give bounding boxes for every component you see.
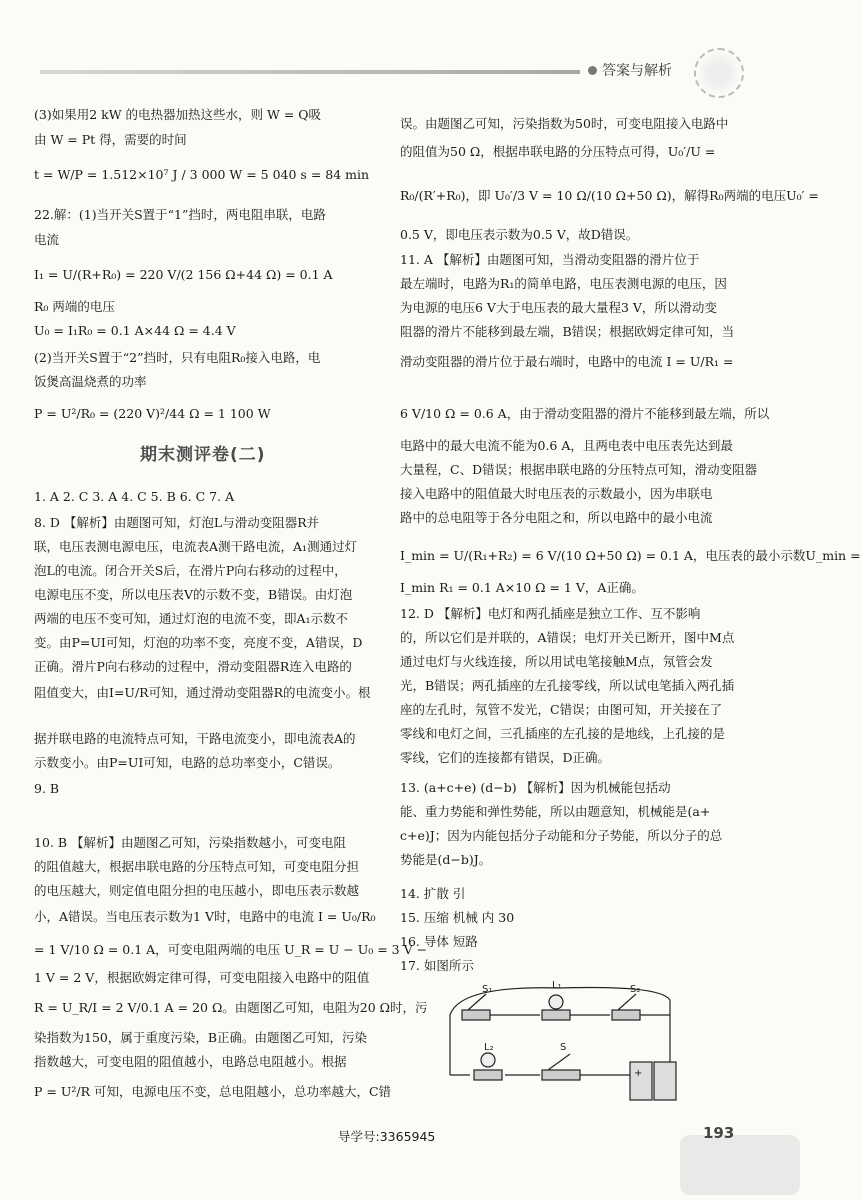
left-text-line: 22.解：(1)当开关S置于“1”挡时，两电阻串联，电路	[34, 207, 326, 222]
circuit-label: S	[560, 1042, 567, 1053]
right-text-line: 大量程，C、D错误；根据串联电路的分压特点可知，滑动变阻器	[400, 462, 758, 477]
right-text-line: 16. 导体 短路	[400, 934, 478, 949]
right-text-line: 零线，它们的连接都有错误，D正确。	[400, 750, 611, 765]
right-text-line: 的阻值为50 Ω，根据串联电路的分压特点可得，U₀′/U =	[400, 144, 716, 159]
left-text-line: I₁ = U/(R+R₀) = 220 V/(2 156 Ω+44 Ω) = 0.1 A	[34, 267, 333, 282]
left-text-line: 指数越大，可变电阻的阻值越小，电路总电阻越小。根据	[34, 1054, 347, 1069]
left-text-line: 据并联电路的电流特点可知，干路电流变小，即电流表A的	[34, 731, 356, 746]
left-text-line: R₀ 两端的电压	[34, 299, 115, 314]
right-text-line: I_min = U/(R₁+R₂) = 6 V/(10 Ω+50 Ω) = 0.1 A，电压表的最小示数U_min =	[400, 548, 861, 563]
left-text-line: 阻值变大，由I=U/R可知，通过滑动变阻器R的电流变小。根	[34, 685, 371, 700]
left-text-line: 正确。滑片P向右移动的过程中，滑动变阻器R连入电路的	[34, 659, 352, 674]
left-text-line: 8. D 【解析】由题图可知，灯泡L与滑动变阻器R并	[34, 515, 320, 530]
left-text-line: 变。由P=UI可知，灯泡的功率不变，亮度不变，A错误，D	[34, 635, 363, 650]
right-text-line: 的，所以它们是并联的，A错误；电灯开关已断开，图中M点	[400, 630, 735, 645]
right-text-line: c+e)J；因为内能包括分子动能和分子势能，所以分子的总	[400, 828, 723, 843]
circuit-label: +	[634, 1068, 643, 1079]
right-text-line: 14. 扩散 引	[400, 886, 466, 901]
right-text-line: 误。由题图乙可知，污染指数为50时，可变电阻接入电路中	[400, 116, 729, 131]
right-text-line: 能、重力势能和弹性势能，所以由题意知，机械能是(a+	[400, 804, 711, 819]
left-text-line: R = U_R/I = 2 V/0.1 A = 20 Ω。由题图乙可知，电阻为20 Ω时，污	[34, 1000, 428, 1015]
left-text-line: 两端的电压不变可知，通过灯泡的电流不变，即A₁示数不	[34, 611, 349, 626]
circuit-label: S₁	[482, 984, 493, 995]
left-text-line: U₀ = I₁R₀ = 0.1 A×44 Ω = 4.4 V	[34, 323, 236, 338]
right-text-line: 阻器的滑片不能移到最左端，B错误；根据欧姆定律可知，当	[400, 324, 735, 339]
section-title: 期末测评卷(二)	[140, 445, 266, 465]
right-text-line: 零线和电灯之间，三孔插座的左孔接的是地线，上孔接的是	[400, 726, 726, 741]
header-title: 答案与解析	[602, 63, 672, 79]
left-text-line: 饭煲高温烧煮的功率	[34, 374, 147, 389]
right-text-line: 光，B错误；两孔插座的左孔接零线，所以试电笔插入两孔插	[400, 678, 735, 693]
right-text-line: 为电源的电压6 V大于电压表的最大量程3 V，所以滑动变	[400, 300, 717, 315]
left-text-line: = 1 V/10 Ω = 0.1 A，可变电阻两端的电压 U_R = U − U₀ = 3 V −	[34, 942, 428, 957]
left-text-line: P = U²/R₀ = (220 V)²/44 Ω = 1 100 W	[34, 406, 271, 421]
right-text-line: 势能是(d−b)J。	[400, 852, 492, 867]
right-text-line: 电路中的最大电流不能为0.6 A，且两电表中电压表先达到最	[400, 438, 733, 453]
left-text-line: 电源电压不变，所以电压表V的示数不变，B错误。由灯泡	[34, 587, 353, 602]
left-text-line: (2)当开关S置于“2”挡时，只有电阻R₀接入电路，电	[34, 350, 321, 365]
right-text-line: 11. A 【解析】由题图可知，当滑动变阻器的滑片位于	[400, 252, 700, 267]
right-text-line: I_min R₁ = 0.1 A×10 Ω = 1 V，A正确。	[400, 580, 644, 595]
circuit-label: L₁	[552, 980, 562, 991]
circuit-label: L₂	[484, 1042, 494, 1053]
left-text-line: (3)如果用2 kW 的电热器加热这些水，则 W = Q吸	[34, 107, 322, 122]
sun-logo-icon	[694, 48, 744, 98]
left-text-line: 1. A 2. C 3. A 4. C 5. B 6. C 7. A	[34, 489, 235, 504]
watermark	[680, 1135, 800, 1195]
left-text-line: P = U²/R 可知，电源电压不变，总电阻越小，总功率越大，C错	[34, 1084, 392, 1099]
left-text-line: 9. B	[34, 781, 60, 796]
left-text-line: 示数变小。由P=UI可知，电路的总功率变小，C错误。	[34, 755, 341, 770]
left-text-line: 小，A错误。当电压表示数为1 V时，电路中的电流 I = U₀/R₀	[34, 909, 376, 924]
right-text-line: 17. 如图所示	[400, 958, 474, 973]
left-text-line: 染指数为150，属于重度污染，B正确。由题图乙可知，污染	[34, 1030, 368, 1045]
right-text-line: 12. D 【解析】电灯和两孔插座是独立工作、互不影响	[400, 606, 701, 621]
left-text-line: 由 W = Pt 得，需要的时间	[34, 132, 187, 147]
right-text-line: 路中的总电阻等于各分电阻之和，所以电路中的最小电流	[400, 510, 713, 525]
bullet-icon	[588, 66, 597, 75]
guide-code: 导学号:3365945	[338, 1129, 436, 1144]
right-text-line: 接入电路中的阻值最大时电压表的示数最小，因为串联电	[400, 486, 713, 501]
header-rule	[40, 70, 580, 74]
right-text-line: 13. (a+c+e) (d−b) 【解析】因为机械能包括动	[400, 780, 671, 795]
right-text-line: 6 V/10 Ω = 0.6 A，由于滑动变阻器的滑片不能移到最左端，所以	[400, 406, 770, 421]
left-text-line: 1 V = 2 V，根据欧姆定律可得，可变电阻接入电路中的阻值	[34, 970, 370, 985]
right-text-line: R₀/(R′+R₀)，即 U₀′/3 V = 10 Ω/(10 Ω+50 Ω)，解得R₀两端的电压U₀′ =	[400, 188, 819, 203]
page-number: 193	[703, 1124, 735, 1142]
left-text-line: 泡L的电流。闭合开关S后，在滑片P向右移动的过程中，	[34, 563, 347, 578]
left-text-line: 电流	[34, 232, 60, 247]
right-text-line: 座的左孔时，氖管不发光，C错误；由图可知，开关接在了	[400, 702, 723, 717]
left-text-line: 的阻值越大，根据串联电路的分压特点可知，可变电阻分担	[34, 859, 360, 874]
right-text-line: 最左端时，电路为R₁的简单电路，电压表测电源的电压，因	[400, 276, 727, 291]
circuit-diagram	[430, 980, 710, 1105]
left-text-line: 10. B 【解析】由题图乙可知，污染指数越小，可变电阻	[34, 835, 347, 850]
left-text-line: t = W/P = 1.512×10⁷ J / 3 000 W = 5 040 s = 84 min	[34, 167, 370, 182]
right-text-line: 15. 压缩 机械 内 30	[400, 910, 515, 925]
right-text-line: 0.5 V，即电压表示数为0.5 V，故D错误。	[400, 227, 639, 242]
right-text-line: 通过电灯与火线连接，所以用试电笔接触M点，氖管会发	[400, 654, 713, 669]
left-text-line: 的电压越大，则定值电阻分担的电压越小，即电压表示数越	[34, 883, 360, 898]
right-text-line: 滑动变阻器的滑片位于最右端时，电路中的电流 I = U/R₁ =	[400, 354, 734, 369]
left-text-line: 联，电压表测电源电压，电流表A测干路电流，A₁测通过灯	[34, 539, 358, 554]
circuit-label: S₂	[630, 984, 641, 995]
